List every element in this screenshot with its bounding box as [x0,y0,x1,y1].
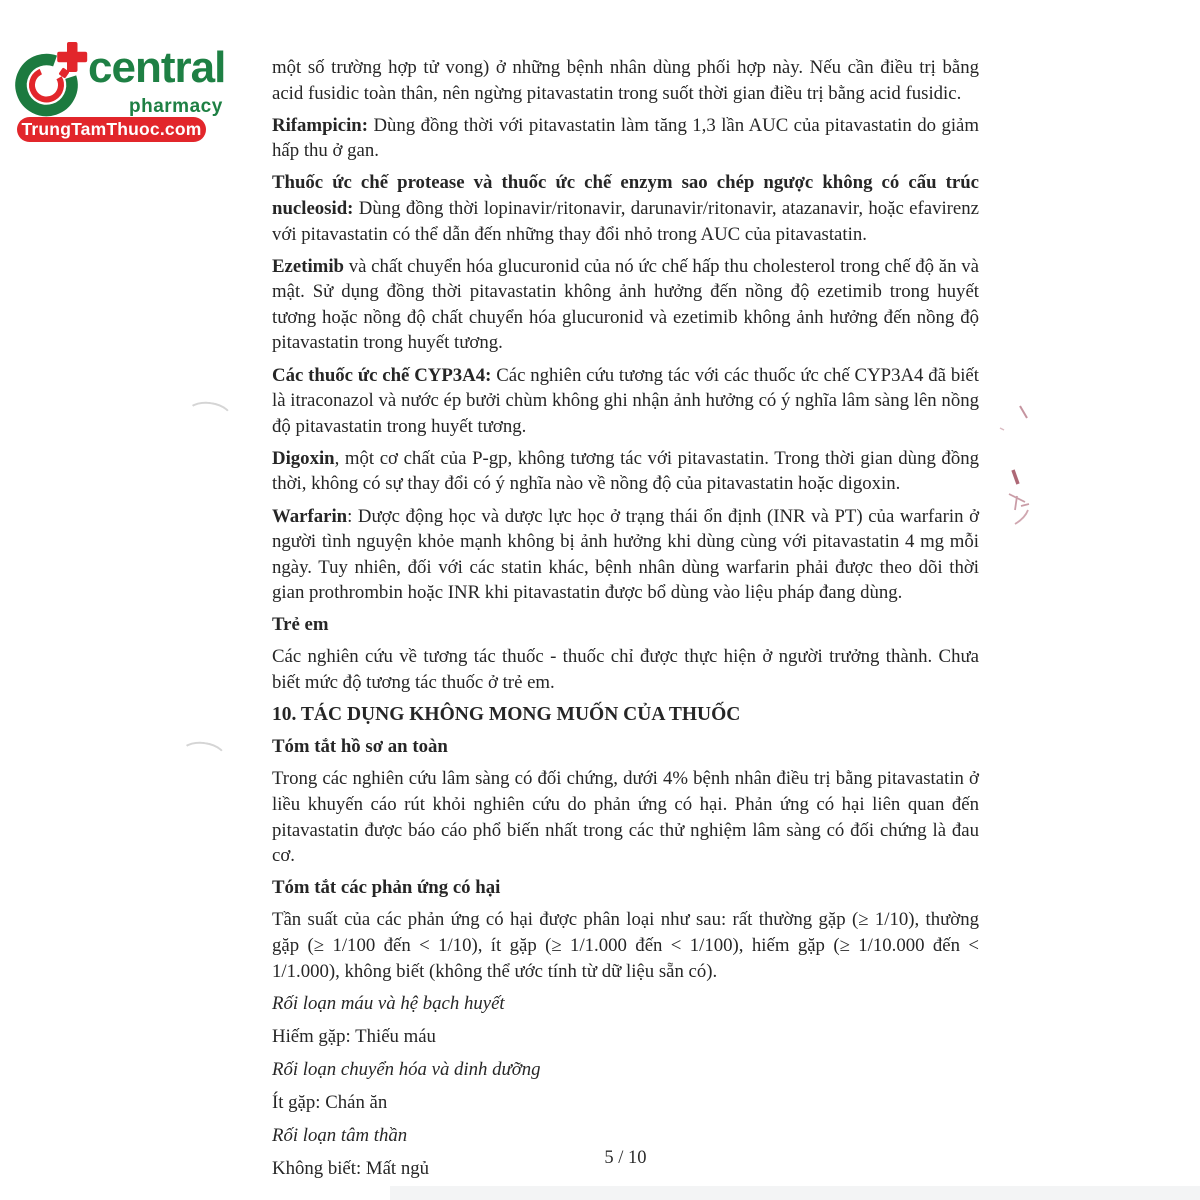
heading-safety-profile-summary: Tóm tắt hồ sơ an toàn [272,736,448,758]
page-number: 5 / 10 [604,1148,647,1168]
logo-brand-text: central [88,43,226,92]
central-pharmacy-logo [0,0,230,160]
subheading-psychiatric-disorders: Rối loạn tâm thần [272,1124,408,1146]
central-pharmacy-logo-icon [10,36,90,120]
heading-tre-em: Trẻ em [272,614,329,636]
paragraph-digoxin: Digoxin, một cơ chất của P-gp, không tương tác với pitavastatin. Trong thời gian dùng đồng thời, không có sự thay đổi có ý nghĩa nào về nồng độ của pitavastatin hoặc digoxin. [272,447,979,495]
item-unknown-insomnia: Không biết: Mất ngủ [272,1158,430,1180]
paragraph-ezetimib: Ezetimib và chất chuyển hóa glucuronid của nó ức chế hấp thu cholesterol trong chế độ ăn và mật. Sử dụng đồng thời pitavastatin không ảnh hưởng đến nồng độ ezetimib trong huyết tương hoặc nồng độ chất chuyển hóa glucuronid và ezetimib không ảnh hưởng đến nồng độ pitavastatin trong huyết tương. [272,255,979,354]
document-body [272,55,979,1189]
paragraph-frequency-classification: Tần suất của các phản ứng có hại được phân loại như sau: rất thường gặp (≥ 1/10), thường gặp (≥ 1/100 đến < 1/10), ít gặp (≥ 1/1.000 đến < 1/100), hiếm gặp (≥ 1/10.000 đến < 1/1.000), không biết (không thể ước tính từ dữ liệu sẵn có). [272,909,979,982]
scan-artifact-arc [177,739,229,775]
scan-artifact-arc [183,399,235,435]
subheading-metabolism-nutrition-disorders: Rối loạn chuyển hóa và dinh dưỡng [272,1058,541,1080]
item-uncommon-anorexia: Ít gặp: Chán ăn [272,1091,388,1113]
subheading-blood-lymphatic-disorders: Rối loạn máu và hệ bạch huyết [272,992,505,1014]
logo-site-badge: TrungTamThuoc.com [17,117,206,142]
paragraph-protease-inhibitors: Thuốc ức chế protease và thuốc ức chế enzym sao chép ngược không có cấu trúc nucleosid: Dùng đồng thời lopinavir/ritonavir, darunavir/ritonavir, atazanavir, hoặc efavirenz với pitavastatin có thể dẫn đến những thay đổi nhỏ trong AUC của pitavastatin. [272,172,979,245]
heading-adverse-reactions-summary: Tóm tắt các phản ứng có hại [272,877,501,899]
paragraph-rifampicin: Rifampicin: Dùng đồng thời với pitavastatin làm tăng 1,3 lần AUC của pitavastatin do giảm hấp thu ở gan. [272,114,979,162]
paragraph-cyp3a4-inhibitors: Các thuốc ức chế CYP3A4: Các nghiên cứu tương tác với các thuốc ức chế CYP3A4 đã biết là itraconazol và nước ép bưởi chùm không ghi nhận ảnh hưởng có ý nghĩa lâm sàng lên nồng độ pitavastatin trong huyết tương. [272,364,979,437]
section-heading-10-adverse-effects: 10. TÁC DỤNG KHÔNG MONG MUỐN CỦA THUỐC [272,704,741,726]
scan-edge-shadow [390,1186,1200,1200]
paragraph-safety-profile: Trong các nghiên cứu lâm sàng có đối chứng, dưới 4% bệnh nhân điều trị bằng pitavastatin ở liều khuyến cáo rút khỏi nghiên cứu do phản ứng có hại. Phản ứng có hại liên quan đến pitavastatin được báo cáo phổ biến nhất trong các thử nghiệm lâm sàng có đối chứng là đau cơ. [272,768,979,867]
paragraph-warfarin: Warfarin: Dược động học và dược lực học ở trạng thái ổn định (INR và PT) của warfarin ở người tình nguyện khỏe mạnh không bị ảnh hưởng khi dùng cùng với pitavastatin 4 mg mỗi ngày. Tuy nhiên, đối với các statin khác, bệnh nhân dùng warfarin phải được theo dõi thời gian prothrombin hoặc INR khi pitavastatin được bổ dùng vào liệu pháp đang dùng. [272,505,979,604]
item-rare-anemia: Hiếm gặp: Thiếu máu [272,1025,436,1047]
paragraph-acid-fusidic-continued: một số trường hợp tử vong) ở những bệnh nhân dùng phối hợp này. Nếu cần điều trị bằng acid fusidic toàn thân, nên ngừng pitavastatin trong suốt thời gian điều trị bằng acid fusidic. [272,57,979,104]
logo-sub-text: pharmacy [129,96,223,117]
pen-mark-artifact [995,398,1040,548]
paragraph-children-interaction: Các nghiên cứu về tương tác thuốc - thuốc chỉ được thực hiện ở người trưởng thành. Chưa biết mức độ tương tác thuốc ở trẻ em. [272,646,979,694]
